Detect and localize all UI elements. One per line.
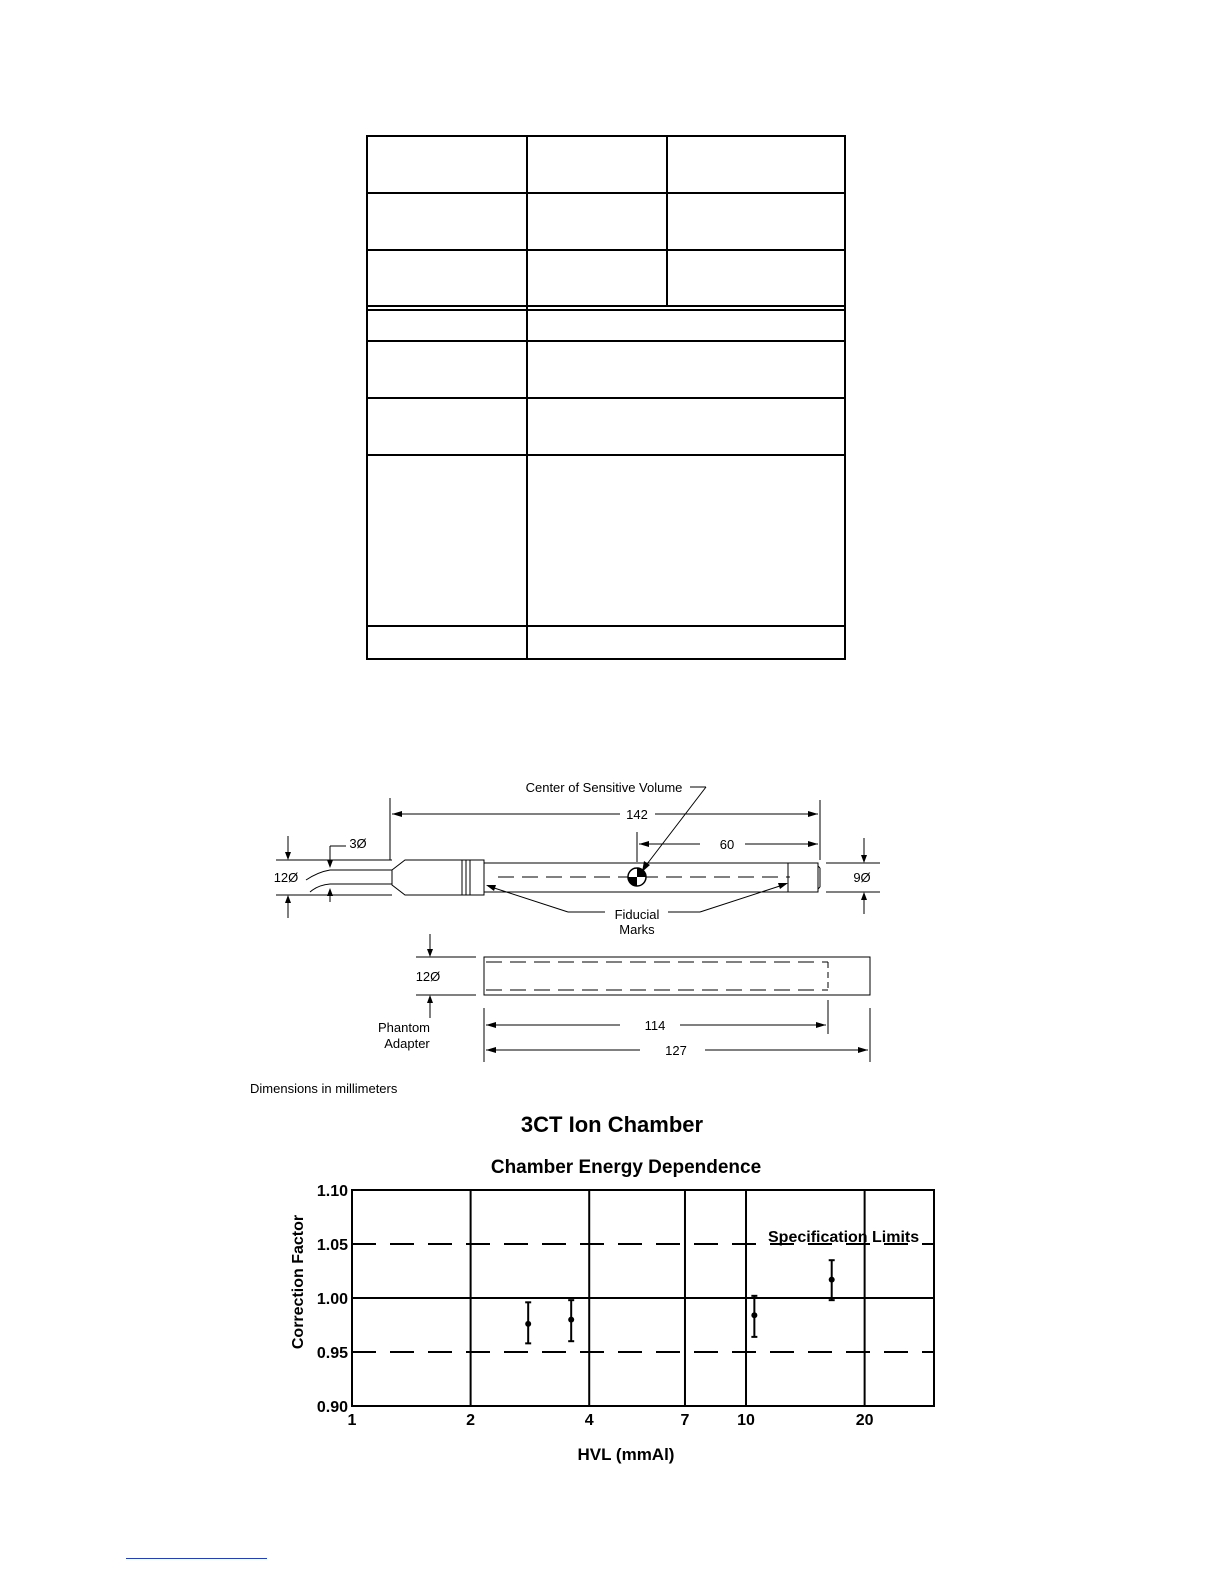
y-axis-label: Correction Factor xyxy=(290,1214,307,1350)
x-tick-label: 7 xyxy=(680,1412,690,1429)
fiducial-label-2: Marks xyxy=(619,922,655,937)
dim-12b-label: 12Ø xyxy=(415,969,441,984)
data-point xyxy=(568,1300,574,1341)
table-row-rule xyxy=(366,625,846,627)
chart-main-title: 3CT Ion Chamber xyxy=(520,1112,704,1137)
x-tick-label: 2 xyxy=(466,1412,476,1429)
dim-9-label: 9Ø xyxy=(853,870,871,885)
data-point xyxy=(751,1296,757,1337)
footnote-separator xyxy=(126,1558,267,1559)
center-volume-label: Center of Sensitive Volume xyxy=(525,780,683,795)
chart-title: Chamber Energy Dependence xyxy=(490,1157,762,1178)
y-tick-labels xyxy=(317,1183,348,1416)
y-tick-label: 1.10 xyxy=(316,1183,348,1200)
dim-142-label: 142 xyxy=(626,807,648,822)
point-marker xyxy=(525,1321,531,1327)
point-marker xyxy=(751,1312,757,1318)
phantom-label: Phantom xyxy=(377,1020,431,1035)
dim-60-label: 60 xyxy=(719,837,735,852)
data-point xyxy=(525,1302,531,1343)
chart-points xyxy=(525,1260,835,1343)
x-tick-label: 20 xyxy=(855,1412,874,1429)
dimensions-note: Dimensions in millimeters xyxy=(250,1081,398,1096)
x-tick-label: 10 xyxy=(737,1412,755,1429)
spec-table xyxy=(366,135,846,660)
y-tick-label: 1.05 xyxy=(316,1237,348,1254)
table-row-rule xyxy=(366,309,846,311)
x-tick-label: 4 xyxy=(584,1412,594,1429)
point-marker xyxy=(829,1277,835,1283)
y-tick-label: 1.00 xyxy=(316,1291,348,1308)
dim-3-label: 3Ø xyxy=(349,836,367,851)
energy-dependence-chart xyxy=(270,1150,950,1475)
table-row-rule xyxy=(366,305,846,307)
fiducial-label: Fiducial xyxy=(614,907,660,922)
dim-114-label: 114 xyxy=(644,1018,666,1033)
data-point xyxy=(829,1260,835,1300)
chart-svg xyxy=(270,1150,950,1470)
dim-127-label: 127 xyxy=(665,1043,687,1058)
x-axis-label: HVL (mmAl) xyxy=(577,1445,675,1464)
table-col-divider-2 xyxy=(666,135,668,307)
spec-limits-annotation: Specification Limits xyxy=(768,1229,920,1246)
table-row-rule xyxy=(366,192,846,194)
point-marker xyxy=(568,1317,574,1323)
chart-reference-lines xyxy=(352,1244,934,1352)
adapter-label: Adapter xyxy=(384,1036,430,1051)
table-row-rule xyxy=(366,397,846,399)
table-row-rule xyxy=(366,340,846,342)
y-tick-label: 0.90 xyxy=(316,1399,348,1416)
dim-12-label: 12Ø xyxy=(273,870,299,885)
y-tick-label: 0.95 xyxy=(316,1345,348,1362)
table-row-rule xyxy=(366,454,846,456)
table-row-rule xyxy=(366,249,846,251)
ion-chamber-drawing xyxy=(0,770,1224,1110)
x-tick-label: 1 xyxy=(347,1412,357,1429)
x-tick-labels xyxy=(348,1412,874,1429)
